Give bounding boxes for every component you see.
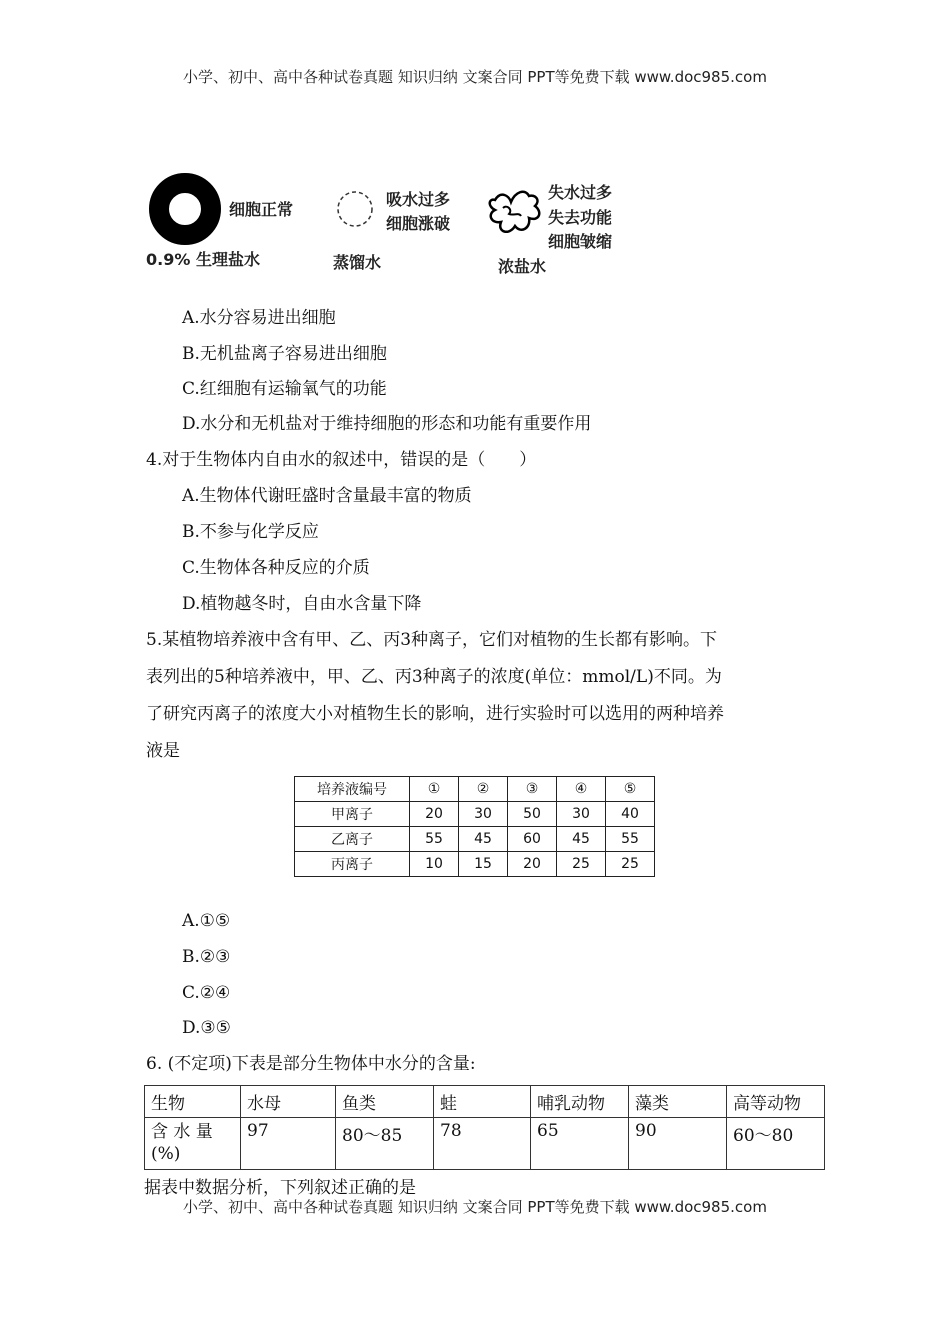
- q4-option-a: A.生物体代谢旺盛时含量最丰富的物质: [182, 486, 472, 506]
- q3-option-b: B.无机盐离子容易进出细胞: [182, 344, 387, 364]
- table-row: [295, 827, 655, 852]
- table-cell: 20: [508, 852, 557, 877]
- table-row: [295, 802, 655, 827]
- table-header-cell: 生物: [145, 1086, 241, 1118]
- burst-cell-icon: [334, 188, 376, 230]
- table-header-row: [295, 777, 655, 802]
- table-cell: 15: [459, 852, 508, 877]
- shrunk-cell-icon: [485, 186, 545, 238]
- table-header-cell: ②: [459, 777, 508, 802]
- q5-stem-line-1: 5.某植物培养液中含有甲、乙、丙3种离子，它们对植物的生长都有影响。下: [146, 630, 718, 650]
- table-header-cell: ⑤: [606, 777, 655, 802]
- normal-cell-icon: [148, 172, 222, 246]
- table-cell: 50: [508, 802, 557, 827]
- table-cell: 30: [459, 802, 508, 827]
- normal-cell-label: 细胞正常: [229, 200, 294, 219]
- page-footer: 小学、初中、高中各种试卷真题 知识归纳 文案合同 PPT等免费下载 www.doc985.com: [183, 1198, 767, 1216]
- q5-stem-line-2: 表列出的5种培养液中，甲、乙、丙3种离子的浓度(单位：mmol/L)不同。为: [146, 667, 722, 687]
- q3-option-d: D.水分和无机盐对于维持细胞的形态和功能有重要作用: [182, 414, 592, 434]
- row-label-cell: 含 水 量 (%): [145, 1118, 241, 1170]
- q5-stem-line-3: 了研究丙离子的浓度大小对植物生长的影响，进行实验时可以选用的两种培养: [146, 704, 724, 724]
- table-cell: 30: [557, 802, 606, 827]
- table-cell: 丙离子: [295, 852, 410, 877]
- q4-option-d: D.植物越冬时，自由水含量下降: [182, 594, 422, 614]
- table-row: [295, 852, 655, 877]
- q4-option-b: B.不参与化学反应: [182, 522, 319, 542]
- table-cell: 45: [459, 827, 508, 852]
- table-cell: 25: [606, 852, 655, 877]
- ion-concentration-table: [294, 776, 655, 877]
- water-content-table: [144, 1085, 825, 1170]
- table-cell: 60: [508, 827, 557, 852]
- table-header-cell: 蛙: [434, 1086, 531, 1118]
- table-row: [145, 1118, 825, 1170]
- q5-option-a: A.①⑤: [182, 911, 231, 931]
- distilled-water-label: 蒸馏水: [333, 253, 382, 272]
- table-header-cell: 水母: [241, 1086, 336, 1118]
- q6-after-text: 据表中数据分析，下列叙述正确的是: [144, 1178, 416, 1198]
- table-cell: 60～80: [727, 1118, 825, 1170]
- salt-water-label: 浓盐水: [498, 257, 547, 276]
- shrunk-cell-label-1: 失水过多: [548, 183, 613, 202]
- table-header-cell: ④: [557, 777, 606, 802]
- table-header-cell: 培养液编号: [295, 777, 410, 802]
- table-header-cell: 藻类: [629, 1086, 727, 1118]
- table-cell: 20: [410, 802, 459, 827]
- burst-cell-label-1: 吸水过多: [386, 190, 451, 209]
- table-cell: 55: [410, 827, 459, 852]
- table-cell: 80～85: [336, 1118, 434, 1170]
- table-cell: 40: [606, 802, 655, 827]
- q4-option-c: C.生物体各种反应的介质: [182, 558, 370, 578]
- table-cell: 45: [557, 827, 606, 852]
- q3-option-c: C.红细胞有运输氧气的功能: [182, 379, 387, 399]
- shrunk-cell-label-3: 细胞皱缩: [548, 232, 613, 251]
- q5-option-d: D.③⑤: [182, 1018, 231, 1038]
- table-cell: 甲离子: [295, 802, 410, 827]
- table-header-cell: 鱼类: [336, 1086, 434, 1118]
- table-header-row: [145, 1086, 825, 1118]
- table-header-cell: 高等动物: [727, 1086, 825, 1118]
- table-cell: 55: [606, 827, 655, 852]
- table-header-cell: ③: [508, 777, 557, 802]
- burst-cell-label-2: 细胞涨破: [386, 214, 451, 233]
- q3-option-a: A.水分容易进出细胞: [182, 308, 336, 328]
- table-header-cell: 哺乳动物: [531, 1086, 629, 1118]
- q5-stem-line-4: 液是: [146, 741, 180, 761]
- table-cell: 97: [241, 1118, 336, 1170]
- q5-option-c: C.②④: [182, 983, 231, 1003]
- shrunk-cell-label-2: 失去功能: [548, 208, 613, 227]
- table-cell: 65: [531, 1118, 629, 1170]
- q5-option-b: B.②③: [182, 947, 231, 967]
- table-cell: 25: [557, 852, 606, 877]
- q4-stem: 4.对于生物体内自由水的叙述中，错误的是（ ）: [146, 450, 537, 470]
- saline-label: 0.9% 生理盐水: [146, 250, 260, 269]
- table-cell: 10: [410, 852, 459, 877]
- q6-stem: 6. (不定项)下表是部分生物体中水分的含量:: [146, 1054, 476, 1074]
- table-cell: 90: [629, 1118, 727, 1170]
- table-cell: 乙离子: [295, 827, 410, 852]
- page-header: 小学、初中、高中各种试卷真题 知识归纳 文案合同 PPT等免费下载 www.doc985.com: [183, 68, 767, 86]
- table-cell: 78: [434, 1118, 531, 1170]
- table-header-cell: ①: [410, 777, 459, 802]
